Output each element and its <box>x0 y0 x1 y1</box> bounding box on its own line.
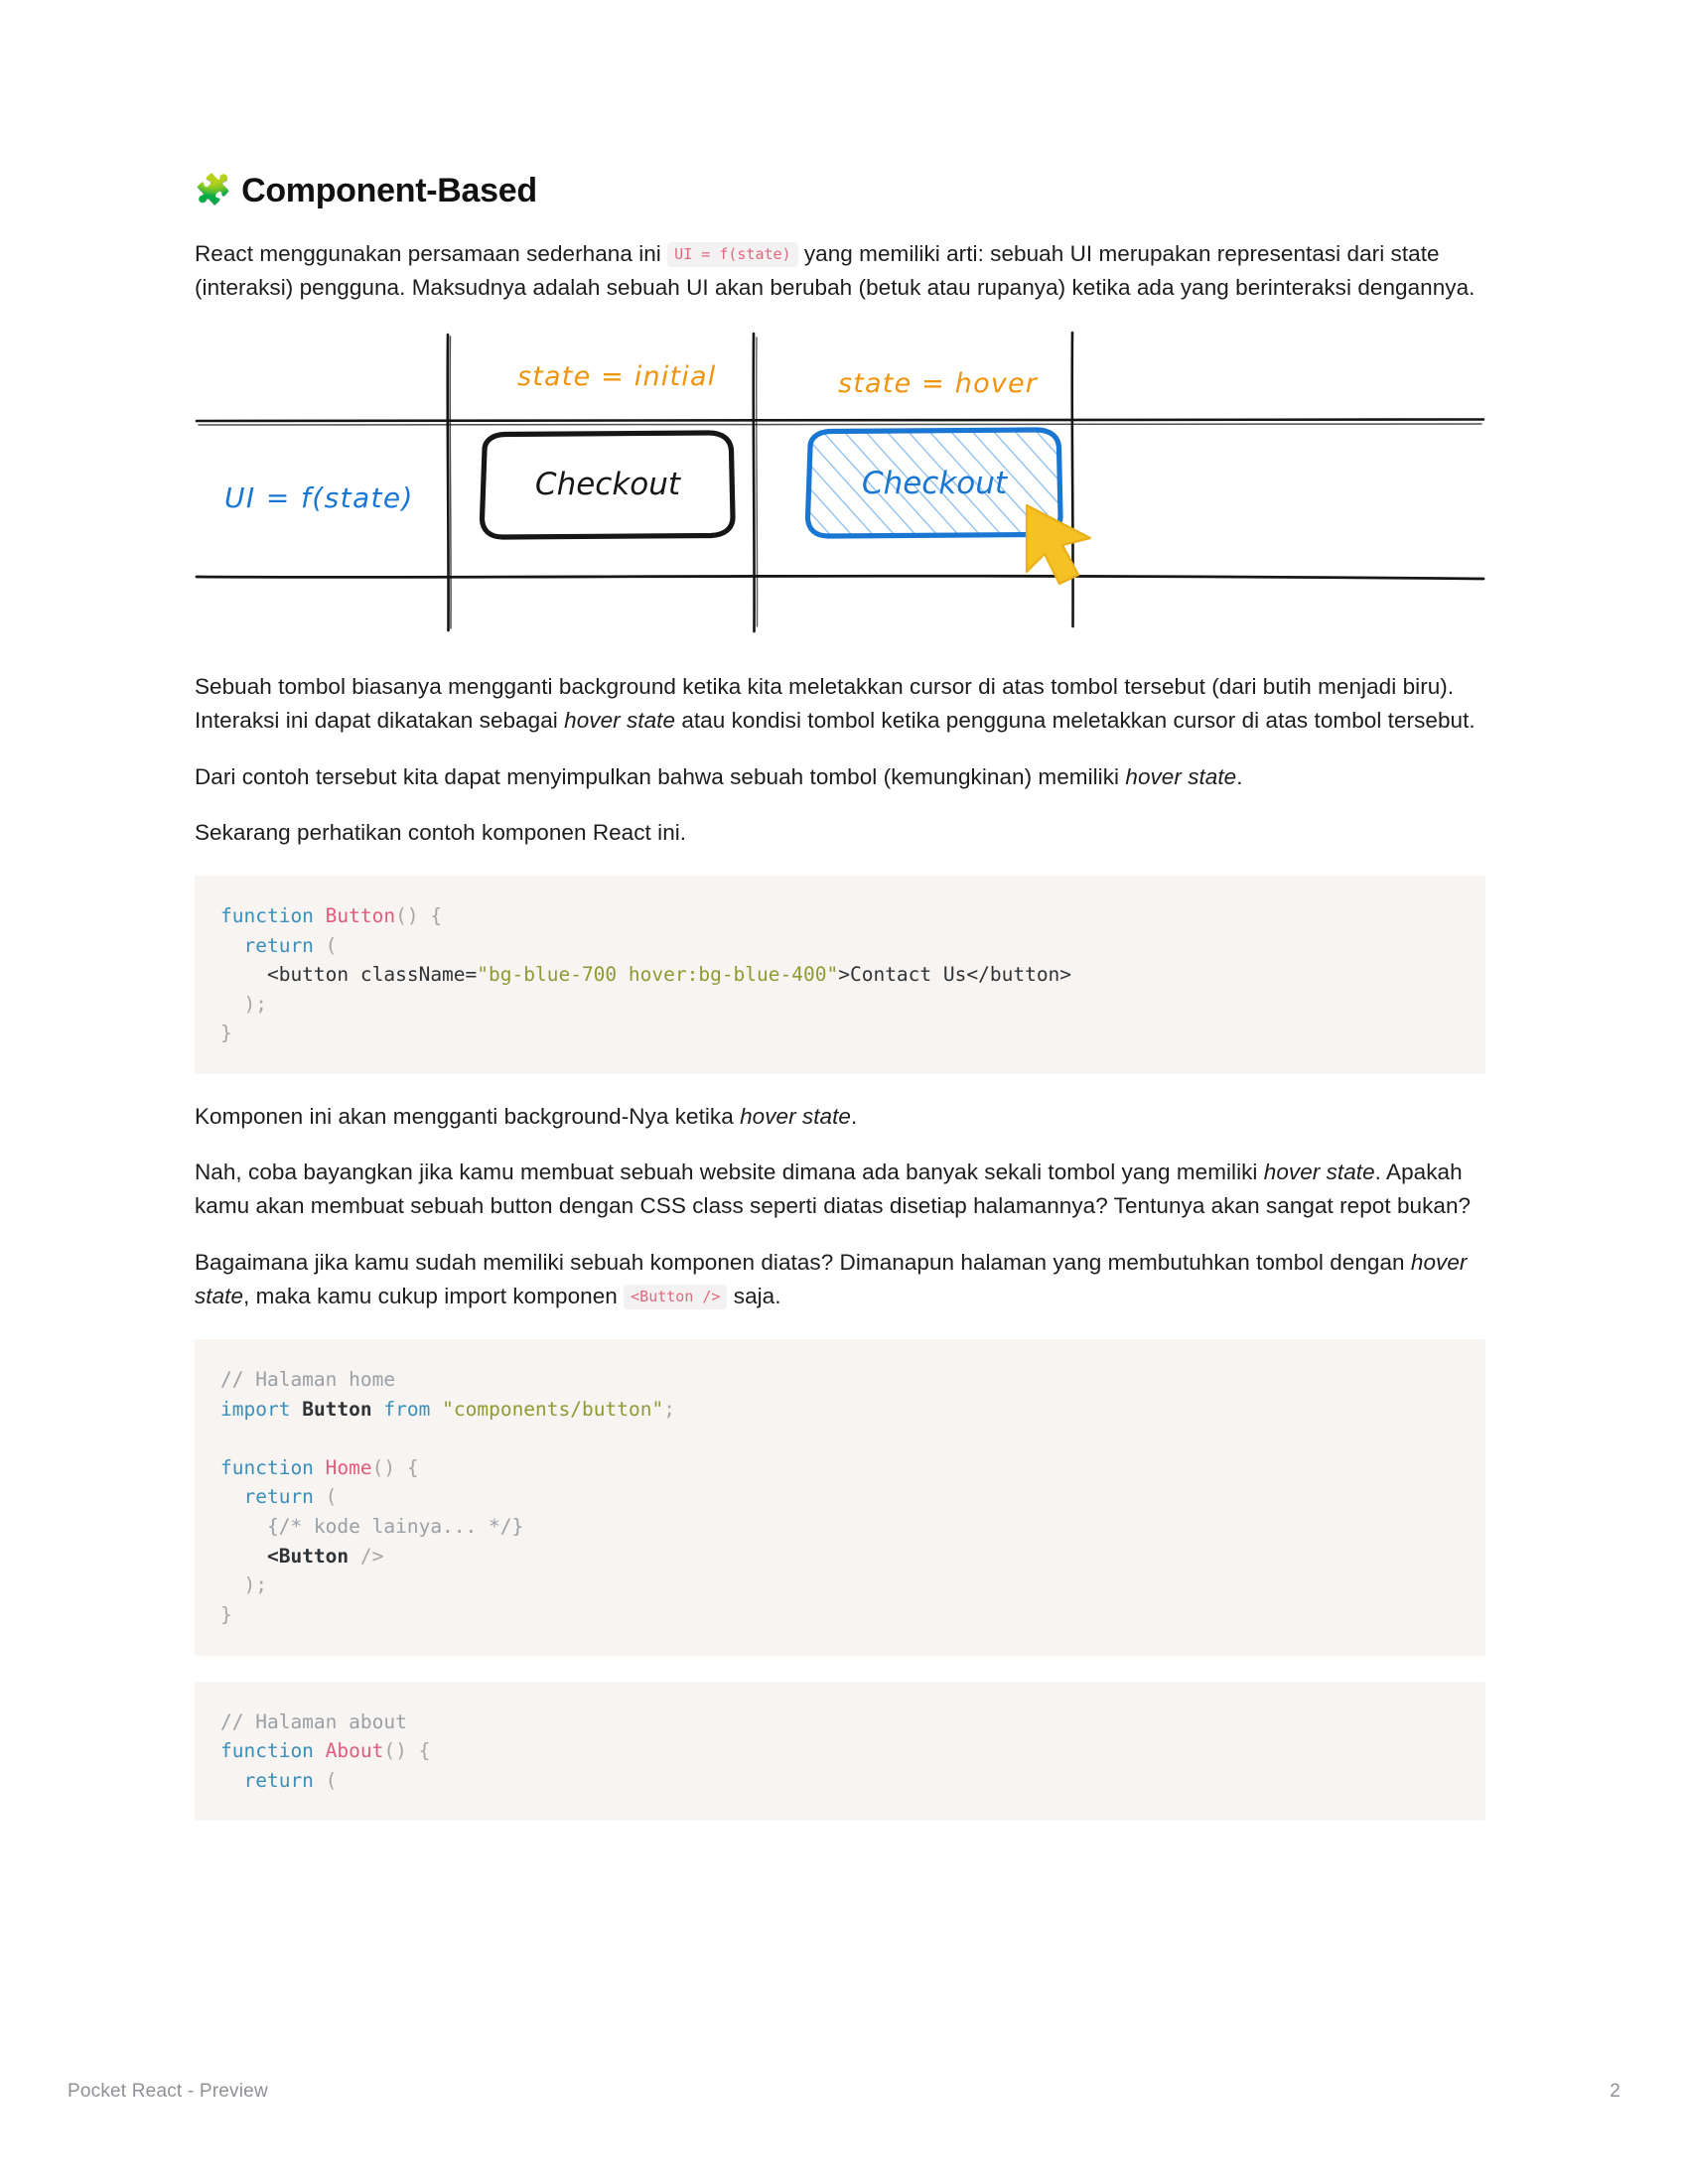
paragraph-hover-explain <box>195 670 1485 738</box>
footer-title: Pocket React - Preview <box>68 2081 268 2102</box>
code-token <box>220 1485 243 1508</box>
code-token: ; <box>663 1397 675 1421</box>
code-token <box>220 1769 243 1792</box>
code-token <box>290 1398 302 1421</box>
code-token: About <box>325 1739 384 1763</box>
diagram-button-initial <box>483 433 734 537</box>
code-token: // Halaman home <box>220 1367 396 1391</box>
paragraph-imagine-many-buttons-part2: . Apakah kamu akan membuat sebuah button dengan CSS class seperti diatas disetiap halamannya? Tentunya akan sangat repot bukan? <box>195 1160 1472 1219</box>
code-token: ( <box>313 1768 338 1792</box>
paragraph-now-observe: Sekarang perhatikan contoh komponen React ini. <box>195 819 687 845</box>
code-token: ( <box>313 933 338 957</box>
code-token: ); <box>220 1573 267 1597</box>
code-token: function <box>220 1455 326 1479</box>
code-token: >Contact Us</button> <box>838 963 1072 987</box>
footer-page-number: 2 <box>1610 2081 1620 2102</box>
code-token: /> <box>349 1544 384 1568</box>
code-token: from <box>383 1397 431 1421</box>
emphasis-hover-state-5: hover state <box>195 1249 1468 1308</box>
paragraph-conclusion-part2: . <box>1236 763 1243 789</box>
emphasis-hover-state-4: hover state <box>1263 1160 1375 1185</box>
page-title-text: Component-Based <box>241 172 537 209</box>
diagram-button-initial-label: Checkout <box>534 467 681 503</box>
inline-code-ui-equals-f-state: UI = f(state) <box>667 242 797 267</box>
about-page-code <box>195 1682 1485 1822</box>
code-token <box>372 1398 384 1421</box>
paragraph-conclusion-part1: Dari contoh tersebut kita dapat menyimpulkan bahwa sebuah tombol (kemungkinan) memiliki <box>195 763 1126 789</box>
paragraph-import-component <box>195 1246 1485 1313</box>
paragraph-imagine-many-buttons <box>195 1156 1485 1223</box>
code-token: function <box>220 903 326 927</box>
code-token: import <box>220 1397 291 1421</box>
paragraph-import-component-part1: Bagaimana jika kamu sudah memiliki sebuah komponen diatas? Dimanapun halaman yang membutuhkan tombol dengan <box>195 1249 1411 1275</box>
code-token: () { <box>371 1455 419 1479</box>
paragraph-component-changes-bg <box>195 1100 1485 1134</box>
code-token: Button <box>325 903 396 927</box>
emphasis-hover-state-2: hover state <box>1125 763 1237 789</box>
paragraph-component-changes-bg-part1: Komponen ini akan mengganti background-Nya ketika <box>195 1104 741 1130</box>
paragraph-import-component-part2: , maka kamu cukup import komponen <box>243 1283 625 1308</box>
diagram-button-hover <box>808 430 1091 584</box>
code-token: ); <box>220 992 267 1016</box>
diagram-row-header: UI = f(state) <box>224 481 414 515</box>
paragraph-hover-explain-part1: Sebuah tombol biasanya mengganti background ketika kita meletakkan cursor di atas tombol tersebut (dari butih menjadi biru). Interaksi ini dapat dikatakan sebagai <box>195 674 1455 734</box>
paragraph-hover-explain-part2: atau kondisi tombol ketika pengguna meletakkan cursor di atas tombol tersebut. <box>675 708 1476 734</box>
code-token: return <box>243 1485 314 1509</box>
puzzle-piece-icon: 🧩 <box>195 174 232 207</box>
code-token: } <box>220 1602 232 1626</box>
code-token: return <box>243 1768 314 1792</box>
code-token: <Button <box>266 1544 350 1568</box>
code-token: "components/button" <box>442 1397 664 1421</box>
code-token: () { <box>383 1739 431 1763</box>
diagram-button-hover-label: Checkout <box>861 466 1008 502</box>
diagram-col-header-hover: state = hover <box>838 368 1039 400</box>
code-token <box>220 1545 267 1568</box>
code-token: "bg-blue-700 hover:bg-blue-400" <box>477 963 839 987</box>
code-token: <button className= <box>220 963 478 987</box>
code-token: return <box>243 933 314 957</box>
code-token <box>430 1398 442 1421</box>
emphasis-hover-state-1: hover state <box>564 708 676 734</box>
page-title <box>195 171 1485 211</box>
code-token: } <box>220 1022 232 1045</box>
code-token: ( <box>313 1485 338 1509</box>
paragraph-intro-part2: yang memiliki arti: sebuah UI merupakan representasi dari state (interaksi) pengguna. Maksudnya adalah sebuah UI akan berubah (betuk atau rupanya) ketika ada yang berinteraksi dengannya. <box>195 240 1476 300</box>
ui-state-diagram <box>195 329 1485 636</box>
code-token <box>220 934 243 957</box>
paragraph-import-component-part3: saja. <box>727 1283 781 1308</box>
code-token: () { <box>395 903 443 927</box>
code-token: Home <box>325 1455 372 1479</box>
inline-code-button-tag: <Button /> <box>624 1285 727 1309</box>
diagram-col-header-initial: state = initial <box>517 361 717 393</box>
home-page-code <box>195 1339 1485 1656</box>
diagram-svg <box>195 329 1485 636</box>
paragraph-intro <box>195 237 1485 305</box>
paragraph-conclusion <box>195 760 1485 794</box>
page-content <box>195 171 1485 1846</box>
code-token: function <box>220 1739 326 1763</box>
page-footer <box>68 2081 1620 2103</box>
code-token: {/* kode lainya... */} <box>220 1515 524 1539</box>
paragraph-intro-part1: React menggunakan persamaan sederhana ini <box>195 240 668 266</box>
code-token: // Halaman about <box>220 1709 407 1733</box>
paragraph-imagine-many-buttons-part1: Nah, coba bayangkan jika kamu membuat sebuah website dimana ada banyak sekali tombol yang memiliki <box>195 1160 1264 1185</box>
emphasis-hover-state-3: hover state <box>740 1104 851 1130</box>
button-component-code <box>195 876 1485 1074</box>
paragraph-component-changes-bg-part2: . <box>850 1104 858 1130</box>
code-token: Button <box>302 1397 372 1421</box>
